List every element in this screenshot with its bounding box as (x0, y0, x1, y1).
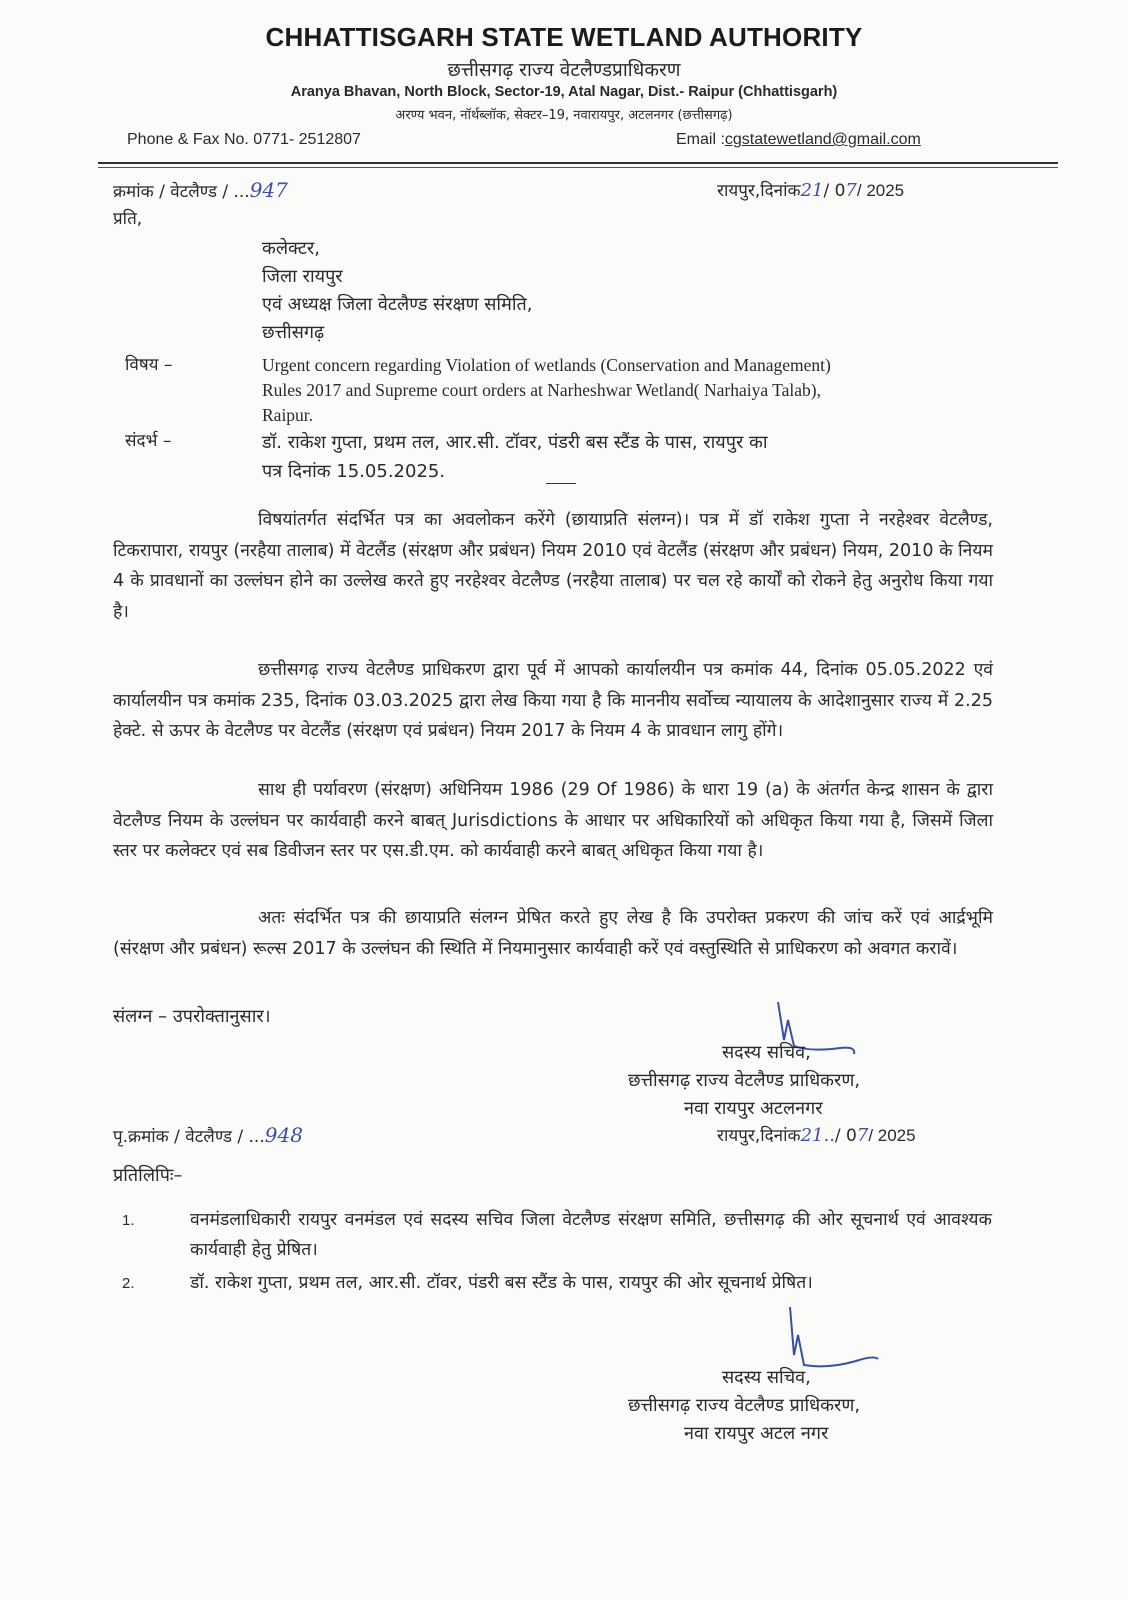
letter-date (717, 178, 904, 201)
email-label: Email : (676, 131, 725, 148)
org-name-en: CHHATTISGARH STATE WETLAND AUTHORITY (265, 22, 863, 52)
address-en: Aranya Bhavan, North Block, Sector-19, Atal Nagar, Dist.- Raipur (Chhattisgarh) (290, 84, 838, 100)
copy-ref-number-handwritten: 948 (264, 1123, 303, 1147)
date-day-handwritten: 21 (800, 180, 824, 201)
date-year: / 2025 (868, 1126, 916, 1145)
header-rule-thin (98, 167, 1058, 168)
subject-text (262, 353, 997, 428)
signatory-org: छत्तीसगढ़ राज्य वेटलैण्ड प्राधिकरण, (628, 1395, 861, 1416)
signatory-org: छत्तीसगढ़ राज्य वेटलैण्ड प्राधिकरण, (628, 1070, 861, 1091)
addressee-line: छत्तीसगढ़ (262, 322, 325, 343)
copy-date (717, 1123, 916, 1146)
copy-ref (113, 1123, 303, 1147)
cc-item: वनमंडलाधिकारी रायपुर वनमंडल एवं सदस्य सचिव जिला वेटलैण्ड संरक्षण समिति, छत्तीसगढ़ की ओर सूचनार्थ एवं आवश्यक कार्यवाही हेतु प्रेषित। (190, 1210, 992, 1260)
to-label: प्रति, (113, 209, 143, 229)
cc-item: डॉ. राकेश गुप्ता, प्रथम तल, आर.सी. टॉवर, पंडरी बस स्टैंड के पास, रायपुर की ओर सूचनार्थ प्रेषित। (190, 1273, 813, 1293)
reference-line: डॉ. राकेश गुप्ता, प्रथम तल, आर.सी. टॉवर, पंडरी बस स्टैंड के पास, रायपुर का (262, 432, 768, 453)
addressee-line: एवं अध्यक्ष जिला वेटलैण्ड संरक्षण समिति, (262, 294, 533, 315)
signatory-place: नवा रायपुर अटल नगर (684, 1423, 829, 1444)
signatory-title: सदस्य सचिव, (722, 1367, 811, 1388)
date-sep: / 0 (834, 1126, 857, 1146)
date-prefix: रायपुर,दिनांक (717, 1126, 801, 1146)
reference-text (262, 428, 768, 486)
subject-line: Raipur. (262, 405, 314, 425)
paragraph-text: साथ ही पर्यावरण (संरक्षण) अधिनियम 1986 (29 Of 1986) के धारा 19 (a) के अंतर्गत केन्द्र शासन के द्वारा वेटलैण्ड नियम के उल्लंघन पर कार्यवाही करने बाबत् Jurisdictions के आधार पर अधिकारियों को अधिकृत किया गया है, जिसमें जिला स्तर पर कलेक्टर एवं सब डिवीजन स्तर पर एस.डी.एम. को कार्यवाही करने बाबत् अधिकृत किया गया है। (113, 780, 993, 861)
addressee-line: कलेक्टर, (262, 238, 320, 259)
date-sep: / 0 (823, 181, 846, 201)
cc-label: प्रतिलिपिः– (113, 1165, 183, 1186)
paragraph-text: विषयांतर्गत संदर्भित पत्र का अवलोकन करेंगे (छायाप्रति संलग्न)। पत्र में डॉ राकेश गुप्ता ने नरहेश्वर वेटलैण्ड, टिकरापारा, रायपुर (नरहैया तालाब) में वेटलैंड (संरक्षण और प्रबंधन) नियम 2010 एवं वेटलैंड (संरक्षण और प्रबंधन) नियम, 2010 के नियम 4 के प्रावधानों का उल्लंघन होने का उल्लेख करते हुए नरहेश्वर वेटलैण्ड (नरहैया तालाब) पर चल रहे कार्यों को रोकने हेतु अनुरोध किया गया है। (113, 510, 993, 622)
date-month-handwritten: 7 (845, 180, 857, 201)
ref-label: क्रमांक / वेटलैण्ड / ... (113, 182, 250, 202)
copy-ref-label: पृ.क्रमांक / वेटलैण्ड / ... (113, 1127, 265, 1147)
signatory-title: सदस्य सचिव, (722, 1042, 811, 1063)
email-line (676, 131, 921, 149)
subject-line: Urgent concern regarding Violation of wetlands (Conservation and Management) (262, 355, 831, 375)
subject-line: Rules 2017 and Supreme court orders at Narheshwar Wetland( Narhaiya Talab), (262, 380, 821, 400)
subject-label: विषय – (125, 355, 173, 375)
paragraph-text: छत्तीसगढ़ राज्य वेटलैण्ड प्राधिकरण द्वारा पूर्व में आपको कार्यालयीन पत्र कमांक 44, दिनांक 05.05.2022 एवं कार्यालयीन पत्र कमांक 235, दिनांक 03.03.2025 द्वारा लेख किया गया है कि माननीय सर्वोच्च न्यायालय के आदेशानुसार राज्य में 2.25 हेक्टे. से ऊपर के वेटलैण्ड पर वेटलैंड (संरक्षण एवं प्रबंधन) नियम 2017 के नियम 4 के प्रावधान लागु होंगे। (113, 660, 993, 741)
reference-label: संदर्भ – (125, 431, 172, 451)
address-hi: अरण्य भवन, नॉर्थब्लॉक, सेक्टर–19, नवारायपुर, अटलनगर (छत्तीसगढ़) (395, 108, 733, 123)
date-month-handwritten: 7 (856, 1125, 869, 1146)
body-paragraph-4 (113, 903, 993, 964)
body-paragraph-1 (113, 505, 993, 627)
date-prefix: रायपुर,दिनांक (717, 181, 801, 201)
date-day-handwritten: 21.. (800, 1125, 835, 1146)
addressee-line: जिला रायपुर (262, 266, 343, 287)
separator-dash (546, 483, 576, 484)
reference-line: पत्र दिनांक 15.05.2025. (262, 461, 446, 482)
signatory-place: नवा रायपुर अटलनगर (684, 1098, 823, 1119)
enclosure-note: संलग्न – उपरोक्तानुसार। (113, 1006, 271, 1027)
header-rule (98, 162, 1058, 164)
cc-item-number: 1. (122, 1212, 135, 1229)
paragraph-text: अतः संदर्भित पत्र की छायाप्रति संलग्न प्रेषित करते हुए लेख है कि उपरोक्त प्रकरण की जांच करें एवं आर्द्रभूमि (संरक्षण और प्रबंधन) रूल्स 2017 के उल्लंघन की स्थिति में नियमानुसार कार्यवाही करें एवं वस्तुस्थिति से प्राधिकरण को अवगत करावें। (113, 908, 993, 959)
email-address[interactable]: cgstatewetland@gmail.com (724, 131, 921, 148)
ref-number-handwritten: 947 (249, 178, 288, 202)
body-paragraph-3 (113, 775, 993, 867)
cc-item-number: 2. (122, 1275, 135, 1292)
date-year: / 2025 (856, 181, 905, 200)
phone-fax: Phone & Fax No. 0771- 2512807 (127, 131, 361, 148)
letter-ref (113, 178, 288, 202)
org-name-hi: छत्तीसगढ़ राज्य वेटलैण्डप्राधिकरण (447, 59, 681, 81)
body-paragraph-2 (113, 655, 993, 747)
